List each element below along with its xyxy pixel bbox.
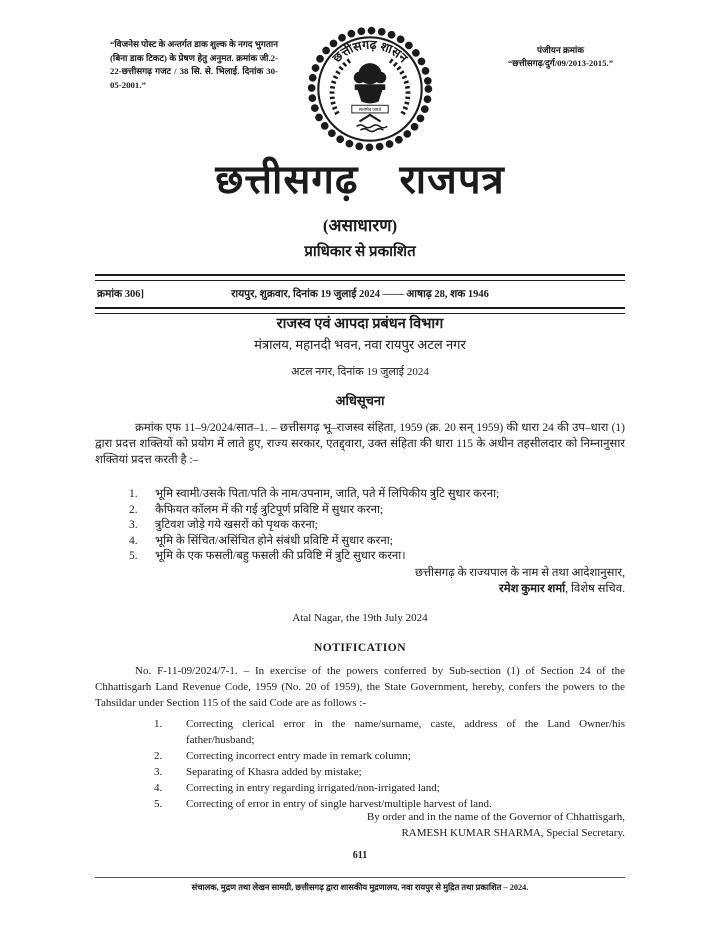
- list-item: Correcting clerical error in the name/surname, caste, address of the Land Owner/his father/husband;: [186, 718, 625, 746]
- registration-note: [478, 44, 643, 70]
- hindi-by-order-line: छत्तीसगढ़ के राज्यपाल के नाम से तथा आदेशानुसार,: [415, 567, 625, 579]
- list-item: त्रुटिवश जोड़े गये खसरों को पृथक करना;: [155, 519, 318, 531]
- hindi-notification-heading: अधिसूचना: [335, 393, 385, 408]
- english-signatory: RAMESH KUMAR SHARMA, Special Secretary.: [401, 827, 625, 839]
- registration-label: पंजीयन क्रमांक: [536, 45, 585, 55]
- list-item: भूमि के एक फसली/बहु फसली की प्रविष्टि में त्रुटि सुधार करना।: [155, 550, 406, 562]
- signatory-name: रमेश कुमार शर्मा: [498, 583, 566, 595]
- issue-number: क्रमांक 306]: [97, 289, 144, 300]
- list-item: Correcting incorrect entry made in remark column;: [186, 750, 411, 762]
- english-paragraph: No. F-11-09/2024/7-1. – In exercise of the powers conferred by Sub-section (1) of Section 24 of the Chhattisgarh Land Revenue Code, 1959 (No. 20 of 1959), the State Government, hereby, confers the powers to the Tahsildar under Section 115 of the said Code are as follows :-: [95, 665, 625, 709]
- hindi-paragraph: क्रमांक एफ 11–9/2024/सात–1. – छत्तीसगढ़ भू–राजस्व संहिता, 1959 (क्र. 20 सन् 1959) की धारा 24 की उप–धारा (1) द्वारा प्रदत्त शक्तियों को प्रयोग में लाते हुए, राज्य सरकार, एतद्द्वारा, उक्त संहिता की धारा 115 के अधीन तहसीलदार को निम्नानुसार शक्तियां प्रदत्त करती है :–: [95, 422, 625, 466]
- footer-rule: [95, 877, 625, 878]
- published-by-authority: प्राधिकार से प्रकाशित: [304, 244, 416, 260]
- english-by-order-line: By order and in the name of the Governor of Chhattisgarh,: [366, 811, 625, 823]
- lion-capital-icon: [354, 63, 387, 103]
- list-item: भूमि स्वामी/उसके पिता/पति के नाम/उपनाम, जाति, पते में लिपिकीय त्रुटि सुधार करना;: [155, 488, 500, 500]
- hindi-dateline: अटल नगर, दिनांक 19 जुलाई 2024: [291, 366, 429, 378]
- list-item: भूमि के सिंचित/असिंचित होने संबंधी प्रविष्टि में सुधार करना;: [155, 534, 393, 547]
- signatory-title: , विशेष सचिव.: [565, 583, 625, 595]
- registration-number: “छत्तीसगढ़/दुर्ग/09/2013-2015.”: [507, 58, 614, 68]
- chhattisgarh-government-emblem: [303, 22, 437, 156]
- department-address: मंत्रालय, महानदी भवन, नवा रायपुर अटल नगर: [254, 337, 466, 352]
- hindi-powers-list: [125, 487, 625, 565]
- list-item: Correcting of error in entry of single harvest/multiple harvest of land.: [186, 798, 492, 810]
- english-notification-heading: NOTIFICATION: [313, 642, 407, 654]
- english-dateline: Atal Nagar, the 19th July 2024: [292, 612, 428, 624]
- issue-date-line: रायपुर, शुक्रवार, दिनांक 19 जुलाई 2024 —— आषाढ़ 28, शक 1946: [231, 289, 489, 300]
- english-powers-list: [148, 716, 625, 812]
- gazette-subtitle: (असाधारण): [322, 216, 398, 235]
- top-double-rule: [95, 274, 625, 281]
- state-emblem-icon: [303, 22, 437, 156]
- gazette-title: छत्तीसगढ़ राजपत्र: [215, 157, 505, 202]
- postal-permission-note: “विजनेस पोस्ट के अन्तर्गत डाक शुल्क के नगद भुगतान (बिना डाक टिकट) के प्रेषण हेतु अनुमत. क्रमांक जी.2-22-छत्तीसगढ़ गजट / 38 सि. से. भिलाई. दिनांक 30-05-2001.”: [110, 39, 278, 90]
- list-item: कैफियत कॉलम में की गई त्रुटिपूर्ण प्रविष्टि में सुधार करना;: [155, 503, 384, 516]
- emblem-motto: सत्यमेव जयते: [358, 107, 382, 113]
- department-name: राजस्व एवं आपदा प्रबंधन विभाग: [276, 316, 444, 332]
- list-item: Separating of Khasra added by mistake;: [186, 766, 362, 778]
- page-number: 611: [352, 850, 368, 861]
- issue-band: [95, 274, 625, 314]
- hindi-signatory: [95, 581, 625, 596]
- list-item: Correcting in entry regarding irrigated/non-irrigated land;: [186, 782, 440, 794]
- printer-imprint-line: संचालक, मुद्रण तथा लेखन सामग्री, छत्तीसगढ़ द्वारा शासकीय मुद्रणालय, नवा रायपुर से मुद्रित तथा प्रकाशित – 2024.: [191, 883, 529, 892]
- emblem-top-text: छत्तीसगढ़ शासन: [329, 37, 411, 66]
